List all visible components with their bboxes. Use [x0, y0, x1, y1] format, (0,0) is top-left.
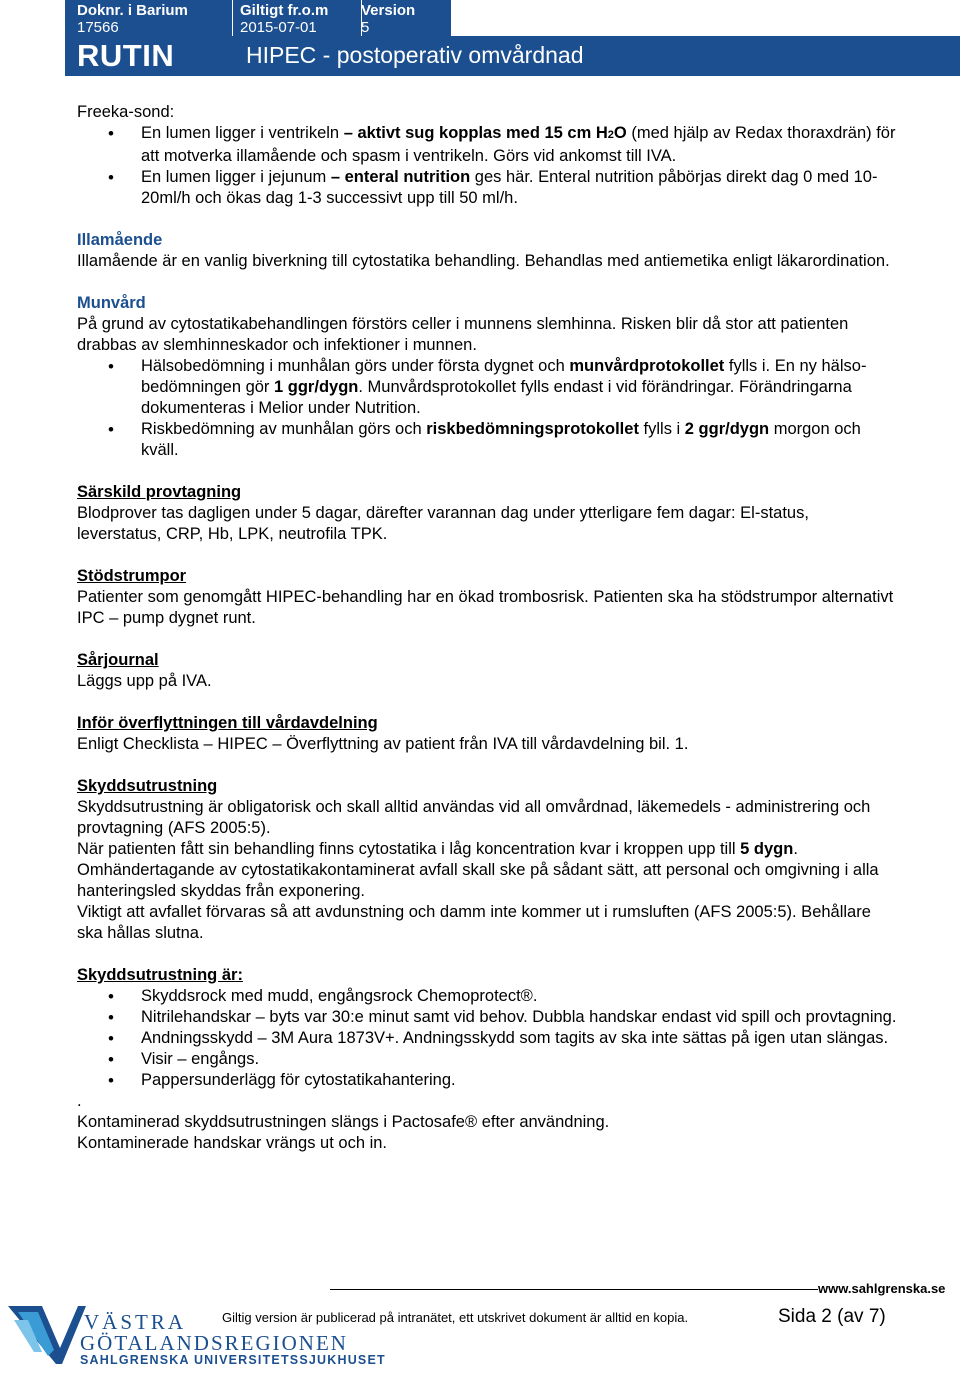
version-label: Version: [361, 2, 416, 19]
illamaende-text: Illamående är en vanlig biverkning till cytostatika behandling. Behandlas med antiemetika enligt läkarordination.: [77, 252, 890, 270]
text: O: [613, 124, 627, 142]
skydd-p2: [77, 839, 897, 860]
text: – enteral nutrition: [330, 168, 471, 186]
stodstrumpor-heading: Stödstrumpor: [77, 567, 187, 585]
text: riskbedömningsprotokollet: [426, 420, 639, 438]
giltigt-label: Giltigt fr.o.m: [240, 2, 329, 19]
list-item: [77, 356, 897, 419]
list-item: [77, 419, 897, 461]
skydd-p4: Viktigt att avfallet förvaras så att avdunstning och damm inte kommer ut i rumsluften (AFS 2005:5). Behållare ska hållas slutna.: [77, 903, 871, 942]
overflyttning-heading: Inför överflyttningen till vårdavdelning: [77, 714, 378, 732]
sarjournal-heading: Sårjournal: [77, 651, 159, 669]
skydd-p3: Omhändertagande av cytostatikakontaminerat avfall skall ske på sådant sätt, att personal och omgivning i alla hanteringsled skyddas från exponering.: [77, 861, 879, 900]
list-item: • Andningsskydd – 3M Aura 1873V+. Andningsskydd som tagits av ska inte sättas på igen utan slängas.: [77, 1028, 897, 1049]
freeka-list: [77, 123, 897, 209]
logo-text-1: VÄSTRA: [84, 1310, 187, 1334]
text: 1 ggr/dygn: [274, 378, 359, 396]
munvard-text: På grund av cytostatikabehandlingen förstörs celler i munnens slemhinna. Risken blir då stor att patienten drabbas av slemhinneskador och infektioner i munnen.: [77, 315, 849, 354]
list-item: • Nitrilehandskar – byts var 30:e minut samt vid behov. Dubbla handskar endast vid spill och provtagning.: [77, 1007, 897, 1028]
munvard-heading: Munvård: [77, 294, 146, 312]
list-item: • Visir – engångs.: [77, 1049, 897, 1070]
list-item: [77, 123, 897, 167]
stodstrumpor-text: Patienter som genomgått HIPEC-behandling har en ökad trombosrisk. Patienten ska ha stödstrumpor alternativt IPC – pump dygnet runt.: [77, 588, 894, 627]
skydd-heading: Skyddsutrustning: [77, 777, 218, 795]
skydd-end2: Kontaminerade handskar vrängs ut och in.: [77, 1134, 388, 1152]
doknr-label: Doknr. i Barium: [77, 2, 188, 19]
footer-note: Giltig version är publicerad på intranätet, ett utskrivet dokument är alltid en kopia.: [222, 1310, 689, 1325]
logo-text-3: SAHLGRENSKA UNIVERSITETSSJUKHUSET: [80, 1353, 386, 1367]
text: (med hjälp av Redax thoraxdrän) för att motverka illamående och spasm i ventrikeln. Görs vid ankomst till IVA.: [141, 124, 896, 165]
page-number: Sida 2 (av 7): [778, 1306, 886, 1327]
list-item: • Skyddsrock med mudd, engångsrock Chemoprotect®.: [77, 986, 897, 1007]
giltigt-value: 2015-07-01: [240, 19, 317, 36]
document-title: HIPEC - postoperativ omvårdnad: [246, 42, 584, 68]
document-type: RUTIN: [77, 38, 175, 73]
text: fylls i. En ny hälso- bedömningen gör: [141, 357, 867, 396]
text: – aktivt sug kopplas med 15 cm H: [343, 124, 608, 142]
text: 5 dygn: [740, 840, 794, 858]
text: En lumen ligger i jejunum: [141, 168, 331, 186]
text: morgon och kväll.: [141, 420, 861, 459]
text: När patienten fått sin behandling finns cytostatika i låg koncentration kvar i kroppen upp till: [77, 840, 741, 858]
skydd-p1: Skyddsutrustning är obligatorisk och skall alltid användas vid all omvårdnad, läkemedels - administrering och provtagning (AFS 2005:5).: [77, 798, 871, 837]
text: Riskbedömning av munhålan görs och: [141, 420, 427, 438]
text: fylls i: [638, 420, 685, 438]
version-value: 5: [361, 19, 370, 36]
dot: .: [77, 1092, 82, 1110]
text: . Munvårdsprotokollet fylls endast i vid förändringar. Förändringarna dokumenteras i Melior under Nutrition.: [141, 378, 852, 417]
text: munvårdprotokollet: [569, 357, 725, 375]
footer-url[interactable]: www.sahlgrenska.se: [818, 1281, 946, 1296]
skydd-ar-list: [77, 986, 897, 1091]
skydd-ar-heading: Skyddsutrustning är:: [77, 966, 243, 984]
text: 2 ggr/dygn: [684, 420, 770, 438]
freeka-heading: Freeka-sond:: [77, 103, 175, 121]
list-item: • Pappersunderlägg för cytostatikahantering.: [77, 1070, 897, 1091]
text: En lumen ligger i ventrikeln: [141, 124, 344, 142]
sarjournal-text: Läggs upp på IVA.: [77, 672, 212, 690]
title-bar: [236, 36, 960, 76]
header-divider: [232, 0, 233, 36]
text: Hälsobedömning i munhålan görs under första dygnet och: [141, 357, 570, 375]
text: ges här. Enteral nutrition påbörjas direkt dag 0 med 10-20ml/h och ökas dag 1-3 successivt upp till 50 ml/h.: [141, 168, 878, 207]
document-body: [77, 102, 897, 1154]
overflyttning-text: Enligt Checklista – HIPEC – Överflyttning av patient från IVA till vårdavdelning bil. 1.: [77, 735, 689, 753]
provtagning-heading: Särskild provtagning: [77, 483, 242, 501]
subscript: 2: [607, 129, 614, 141]
doknr-value: 17566: [77, 19, 119, 36]
list-item: [77, 167, 897, 209]
munvard-list: [77, 356, 897, 461]
text: .: [793, 840, 798, 858]
provtagning-text: Blodprover tas dagligen under 5 dagar, därefter varannan dag under ytterligare fem dagar: El-status, leverstatus, CRP, Hb, LPK, neutrofila TPK.: [77, 504, 809, 543]
footer-divider: [330, 1289, 818, 1290]
logo-text-2: GÖTALANDSREGIONEN: [80, 1331, 348, 1355]
illamaende-heading: Illamående: [77, 231, 163, 249]
skydd-end1: Kontaminerad skyddsutrustningen slängs i Pactosafe® efter användning.: [77, 1113, 610, 1131]
